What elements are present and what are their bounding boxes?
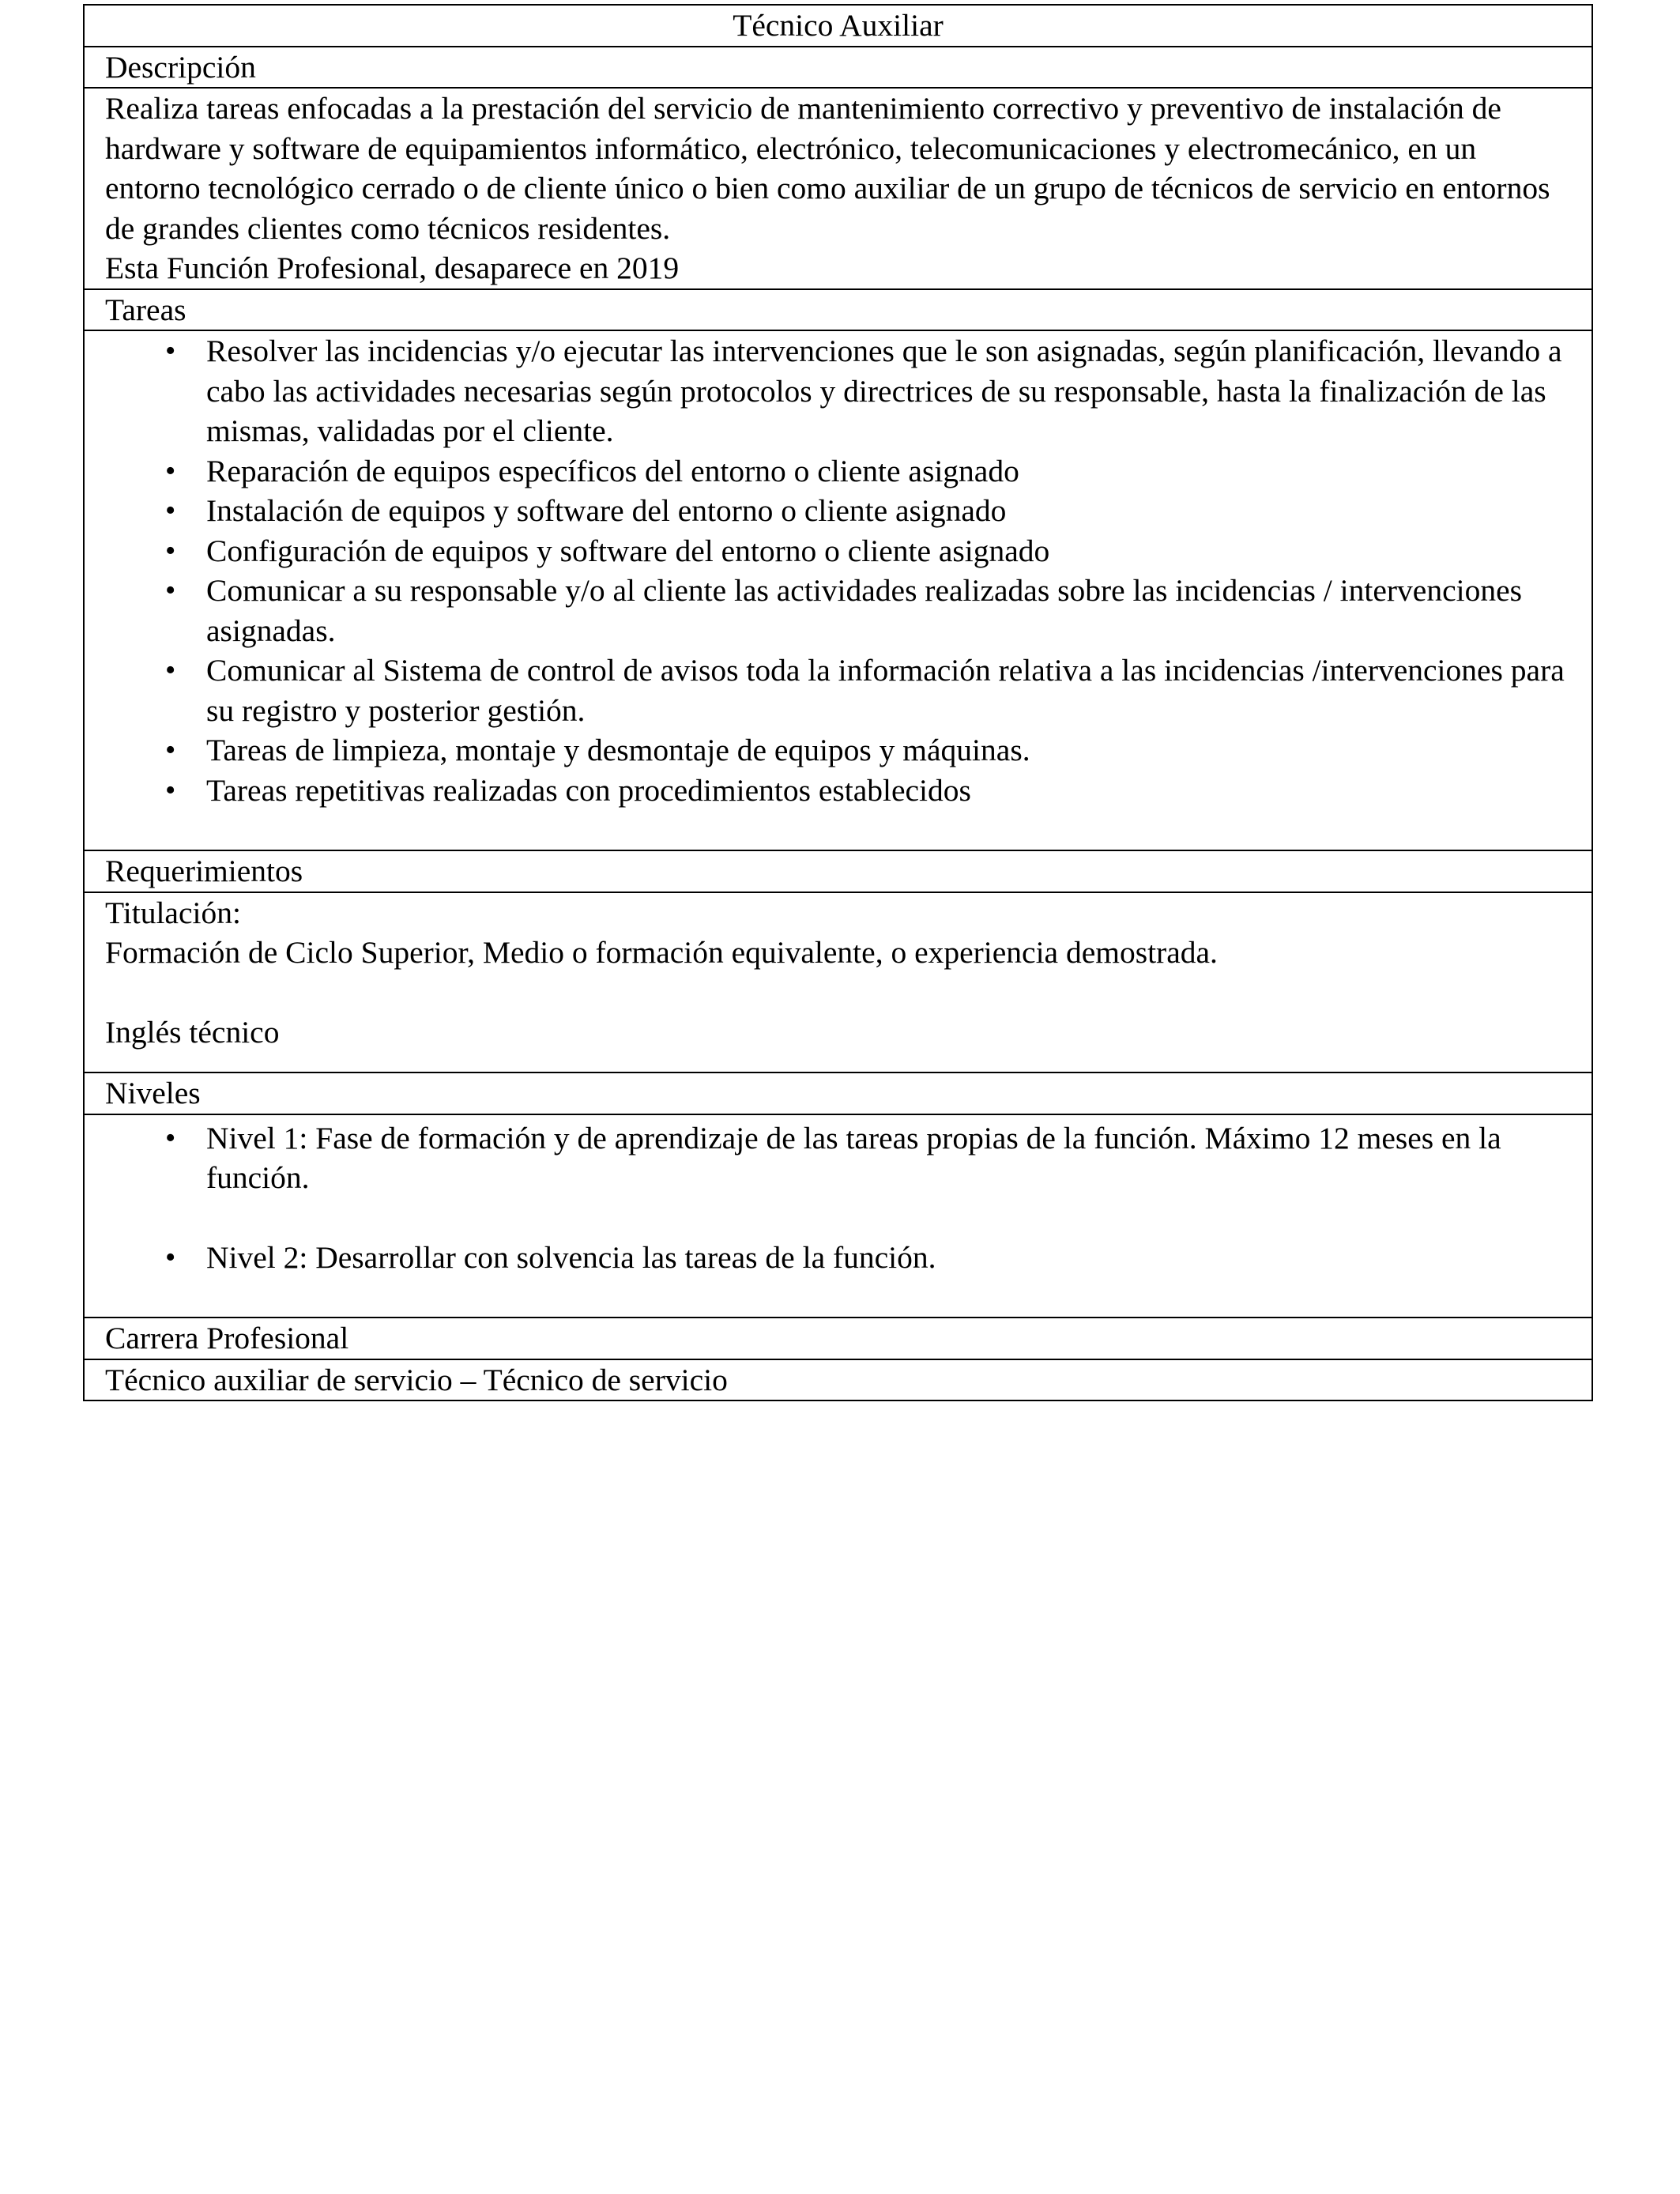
spacer: [105, 1198, 1571, 1238]
list-item: • Comunicar al Sistema de control de avisos toda la información relativa a las incidencias /intervenciones para su registro y posterior gestión.: [105, 650, 1571, 730]
list-item: • Reparación de equipos específicos del entorno o cliente asignado: [105, 451, 1571, 492]
descripcion-section: [85, 87, 1591, 288]
list-item: • Instalación de equipos y software del entorno o cliente asignado: [105, 491, 1571, 531]
list-item: • Tareas repetitivas realizadas con procedimientos establecidos: [105, 771, 1571, 811]
list-item: • Configuración de equipos y software del entorno o cliente asignado: [105, 531, 1571, 571]
niveles-list: [105, 1118, 1571, 1198]
list-item: • Comunicar a su responsable y/o al cliente las actividades realizadas sobre las incidencias / intervenciones asignadas.: [105, 571, 1571, 650]
idioma-text: Inglés técnico: [105, 1014, 280, 1050]
document-title: Técnico Auxiliar: [733, 8, 944, 43]
niveles-section: [85, 1114, 1591, 1318]
niveles-heading: Niveles: [85, 1072, 1591, 1114]
list-item: • Resolver las incidencias y/o ejecutar las intervenciones que le son asignadas, según planificación, llevando a cabo las actividades necesarias según protocolos y directrices de su responsable, hasta la finalización de las mismas, validadas por el cliente.: [105, 331, 1571, 451]
descripcion-note: Esta Función Profesional, desaparece en 2019: [105, 251, 680, 285]
requerimientos-heading: Requerimientos: [85, 850, 1591, 892]
titulacion-label: Titulación:: [105, 895, 241, 930]
carrera-heading: Carrera Profesional: [85, 1317, 1591, 1359]
tareas-heading: Tareas: [85, 288, 1591, 330]
descripcion-heading: Descripción: [85, 46, 1591, 88]
tareas-section: [85, 330, 1591, 850]
spacer: [105, 973, 1571, 1012]
carrera-text: Técnico auxiliar de servicio – Técnico de servicio: [85, 1359, 1591, 1400]
job-description-table: [83, 4, 1593, 1401]
niveles-list-2: [105, 1238, 1571, 1278]
titulacion-text: Formación de Ciclo Superior, Medio o formación equivalente, o experiencia demostrada.: [105, 935, 1218, 970]
list-item: • Nivel 1: Fase de formación y de aprendizaje de las tareas propias de la función. Máximo 12 meses en la función.: [105, 1118, 1571, 1198]
list-item: • Tareas de limpieza, montaje y desmontaje de equipos y máquinas.: [105, 730, 1571, 771]
list-item: • Nivel 2: Desarrollar con solvencia las tareas de la función.: [105, 1238, 1571, 1278]
tareas-list: [105, 331, 1571, 810]
descripcion-body: Realiza tareas enfocadas a la prestación del servicio de mantenimiento correctivo y preventivo de instalación de hardware y software de equipamientos informático, electrónico, telecomunicaciones y electromecánico, en un entorno tecnológico cerrado o de cliente único o bien como auxiliar de un grupo de técnicos de servicio en entornos de grandes clientes como técnicos residentes.: [105, 91, 1550, 246]
requerimientos-section: [85, 892, 1591, 1072]
